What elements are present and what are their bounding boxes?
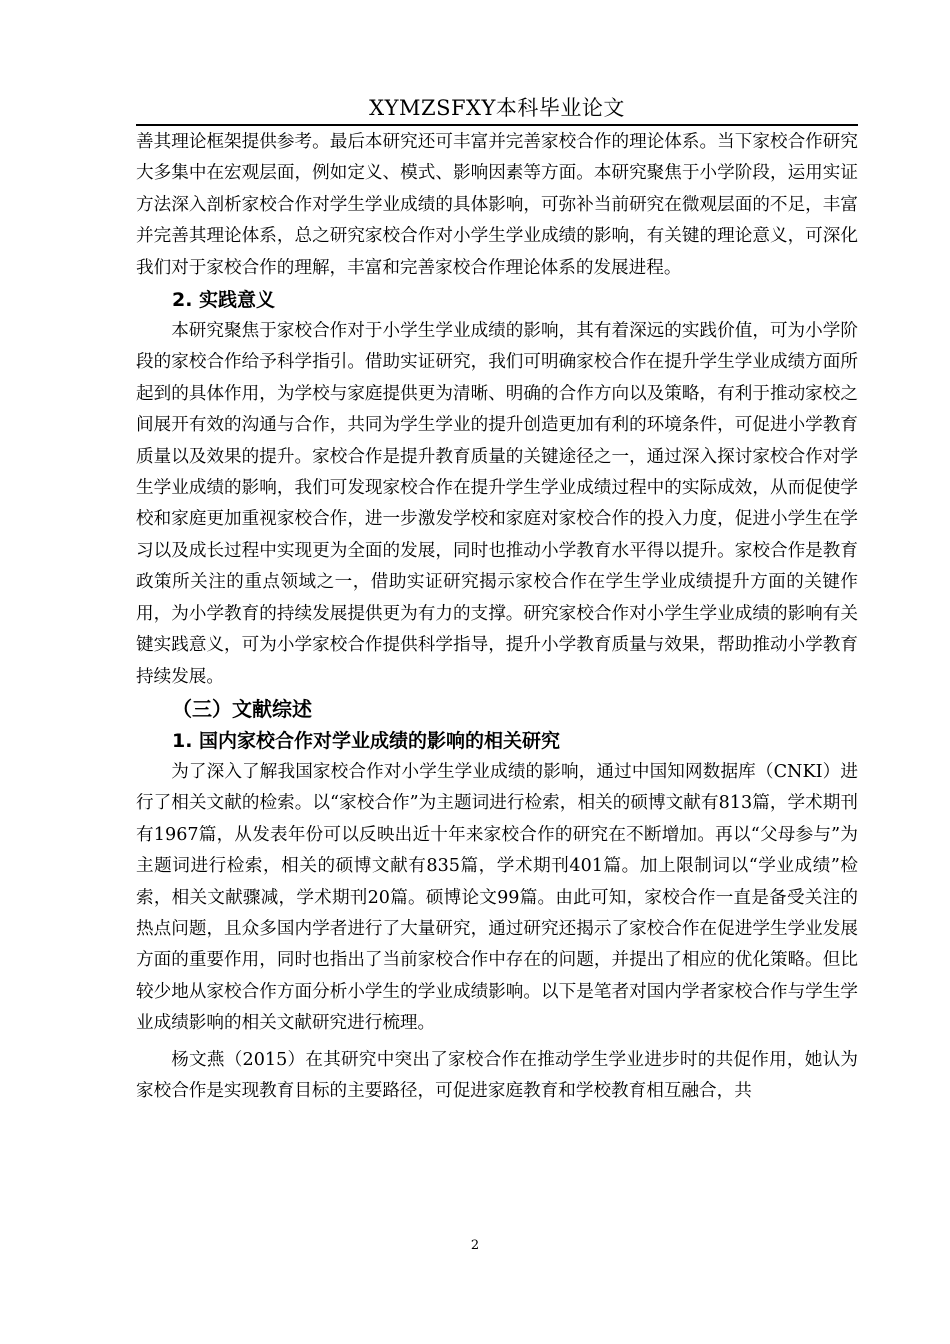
literature-review-heading: （三）文献综述: [172, 696, 312, 721]
theory-significance-paragraph: 善其理论框架提供参考。最后本研究还可丰富并完善家校合作的理论体系。当下家校合作研究大多集中在宏观层面，例如定义、模式、影响因素等方面。本研究聚焦于小学阶段，运用实证方法深入剖析家校合作对学生学业成绩的具体影响，可弥补当前研究在微观层面的不足，丰富并完善其理论体系，总之研究家校合作对小学生学业成绩的影响，有关键的理论意义，可深化我们对于家校合作的理解，丰富和完善家校合作理论体系的发展进程。: [136, 132, 858, 278]
page-body: [136, 127, 858, 1107]
page-header-title: XYMZSFXY本科毕业论文: [369, 96, 625, 120]
header-rule: [136, 124, 858, 126]
domestic-research-heading: 1. 国内家校合作对学业成绩的影响的相关研究: [172, 729, 561, 752]
practice-significance-heading: 2. 实践意义: [172, 289, 276, 312]
yang-wenyan-paragraph: 杨文燕（2015）在其研究中突出了家校合作在推动学生学业进步时的共促作用，她认为家校合作是实现教育目标的主要路径，可促进家庭教育和学校教育相互融合，共: [136, 1049, 858, 1101]
domestic-research-paragraph: 为了深入了解我国家校合作对小学生学业成绩的影响，通过中国知网数据库（CNKI）进行了相关文献的检索。以“家校合作”为主题词进行检索，相关的硕博文献有813篇，学术期刊有1967篇，从发表年份可以反映出近十年来家校合作的研究在不断增加。再以“父母参与”为主题词进行检索，相关的硕博文献有835篇，学术期刊401篇。加上限制词以“学业成绩”检索，相关文献骤减，学术期刊20篇。硕博论文99篇。由此可知，家校合作一直是备受关注的热点问题，且众多国内学者进行了大量研究，通过研究还揭示了家校合作在促进学生学业发展方面的重要作用，同时也指出了当前家校合作中存在的问题，并提出了相应的优化策略。但比较少地从家校合作方面分析小学生的学业成绩影响。以下是笔者对国内学者家校合作与学生学业成绩影响的相关文献研究进行梳理。: [136, 761, 858, 1034]
page-number: 2: [470, 1238, 480, 1253]
practice-significance-paragraph: 本研究聚焦于家校合作对于小学生学业成绩的影响，其有着深远的实践价值，可为小学阶段的家校合作给予科学指引。借助实证研究，我们可明确家校合作在提升学生学业成绩方面所起到的具体作用，为学校与家庭提供更为清晰、明确的合作方向以及策略，有利于推动家校之间展开有效的沟通与合作，共同为学生学业的提升创造更加有利的环境条件，可促进小学教育质量以及效果的提升。家校合作是提升教育质量的关键途径之一，通过深入探讨家校合作对学生学业成绩的影响，我们可发现家校合作在提升学生学业成绩过程中的实际成效，从而促使学校和家庭更加重视家校合作，进一步激发学校和家庭对家校合作的投入力度，促进小学生在学习以及成长过程中实现更为全面的发展，同时也推动小学教育水平得以提升。家校合作是教育政策所关注的重点领域之一，借助实证研究揭示家校合作在学生学业成绩提升方面的关键作用，为小学教育的持续发展提供更为有力的支撑。研究家校合作对小学生学业成绩的影响有关键实践意义，可为小学家校合作提供科学指导，提升小学教育质量与效果，帮助推动小学教育持续发展。: [136, 321, 858, 687]
